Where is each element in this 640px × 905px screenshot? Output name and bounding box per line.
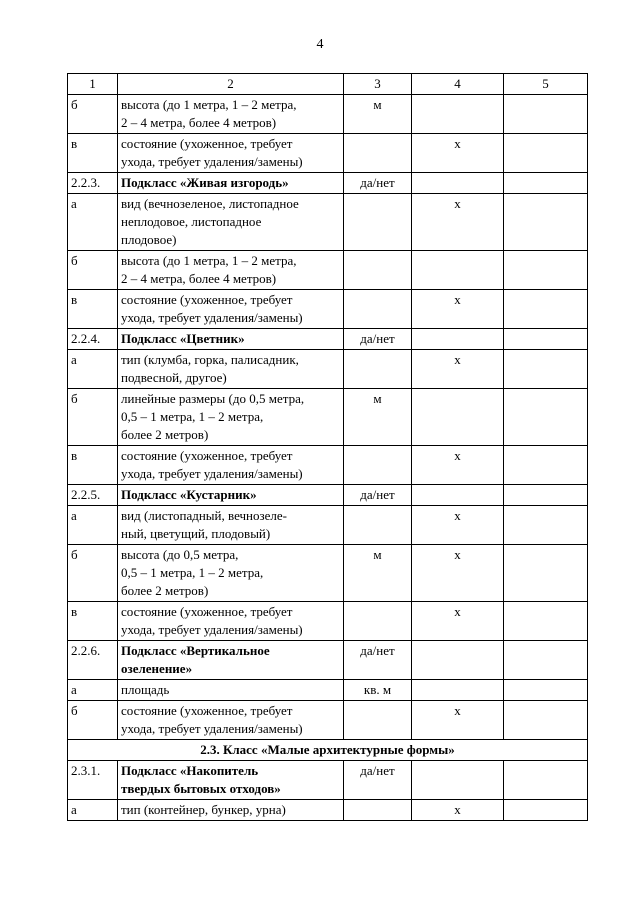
- row-number-cell: в: [68, 290, 118, 329]
- marker-cell: [412, 761, 504, 800]
- table-header-row: [68, 74, 588, 95]
- extra-cell: [504, 389, 588, 446]
- extra-cell: [504, 701, 588, 740]
- description-cell: состояние (ухоженное, требует ухода, требует удаления/замены): [118, 602, 344, 641]
- row-number-cell: а: [68, 680, 118, 701]
- description-cell: состояние (ухоженное, требует ухода, требует удаления/замены): [118, 134, 344, 173]
- marker-cell: [412, 173, 504, 194]
- row-number-cell: б: [68, 95, 118, 134]
- extra-cell: [504, 506, 588, 545]
- row-number-cell: 2.2.5.: [68, 485, 118, 506]
- unit-cell: м: [344, 545, 412, 602]
- row-number-cell: 2.2.4.: [68, 329, 118, 350]
- description-cell: Подкласс «Живая изгородь»: [118, 173, 344, 194]
- extra-cell: [504, 251, 588, 290]
- extra-cell: [504, 95, 588, 134]
- marker-cell: х: [412, 800, 504, 821]
- marker-cell: [412, 95, 504, 134]
- row-number-cell: 2.3.1.: [68, 761, 118, 800]
- marker-cell: [412, 389, 504, 446]
- marker-cell: х: [412, 194, 504, 251]
- subclass-row: [68, 761, 588, 800]
- table-row: [68, 194, 588, 251]
- description-cell: Подкласс «Накопитель твердых бытовых отходов»: [118, 761, 344, 800]
- unit-cell: [344, 134, 412, 173]
- description-cell: тип (клумба, горка, палисадник, подвесной, другое): [118, 350, 344, 389]
- table-row: [68, 506, 588, 545]
- marker-cell: [412, 485, 504, 506]
- unit-cell: [344, 701, 412, 740]
- unit-cell: [344, 290, 412, 329]
- extra-cell: [504, 641, 588, 680]
- row-number-cell: а: [68, 800, 118, 821]
- table-row: [68, 602, 588, 641]
- header-cell-4: 4: [412, 74, 504, 95]
- description-cell: Подкласс «Вертикальное озеленение»: [118, 641, 344, 680]
- extra-cell: [504, 485, 588, 506]
- description-cell: высота (до 0,5 метра, 0,5 – 1 метра, 1 – 2 метра, более 2 метров): [118, 545, 344, 602]
- subclass-row: [68, 173, 588, 194]
- unit-cell: да/нет: [344, 173, 412, 194]
- table-row: [68, 389, 588, 446]
- description-cell: площадь: [118, 680, 344, 701]
- unit-cell: [344, 251, 412, 290]
- description-cell: высота (до 1 метра, 1 – 2 метра, 2 – 4 метра, более 4 метров): [118, 95, 344, 134]
- row-number-cell: в: [68, 134, 118, 173]
- description-cell: тип (контейнер, бункер, урна): [118, 800, 344, 821]
- marker-cell: х: [412, 134, 504, 173]
- extra-cell: [504, 290, 588, 329]
- row-number-cell: в: [68, 446, 118, 485]
- row-number-cell: а: [68, 350, 118, 389]
- section-row: [68, 740, 588, 761]
- table-row: [68, 701, 588, 740]
- unit-cell: да/нет: [344, 641, 412, 680]
- header-cell-1: 1: [68, 74, 118, 95]
- subclass-row: [68, 485, 588, 506]
- description-cell: вид (вечнозеленое, листопадное неплодовое, листопадное плодовое): [118, 194, 344, 251]
- extra-cell: [504, 602, 588, 641]
- row-number-cell: в: [68, 602, 118, 641]
- extra-cell: [504, 194, 588, 251]
- row-number-cell: 2.2.6.: [68, 641, 118, 680]
- unit-cell: [344, 446, 412, 485]
- description-cell: Подкласс «Кустарник»: [118, 485, 344, 506]
- extra-cell: [504, 545, 588, 602]
- row-number-cell: б: [68, 251, 118, 290]
- subclass-row: [68, 329, 588, 350]
- marker-cell: [412, 251, 504, 290]
- description-cell: линейные размеры (до 0,5 метра, 0,5 – 1 метра, 1 – 2 метра, более 2 метров): [118, 389, 344, 446]
- table-row: [68, 446, 588, 485]
- extra-cell: [504, 173, 588, 194]
- extra-cell: [504, 446, 588, 485]
- unit-cell: м: [344, 389, 412, 446]
- marker-cell: х: [412, 545, 504, 602]
- unit-cell: [344, 194, 412, 251]
- table-row: [68, 290, 588, 329]
- extra-cell: [504, 800, 588, 821]
- table-row: [68, 680, 588, 701]
- row-number-cell: а: [68, 194, 118, 251]
- extra-cell: [504, 134, 588, 173]
- unit-cell: [344, 800, 412, 821]
- unit-cell: [344, 506, 412, 545]
- unit-cell: м: [344, 95, 412, 134]
- description-cell: состояние (ухоженное, требует ухода, требует удаления/замены): [118, 701, 344, 740]
- marker-cell: х: [412, 446, 504, 485]
- description-cell: вид (листопадный, вечнозеле- ный, цветущий, плодовый): [118, 506, 344, 545]
- unit-cell: да/нет: [344, 329, 412, 350]
- table-row: [68, 251, 588, 290]
- attributes-table: [67, 73, 588, 821]
- row-number-cell: а: [68, 506, 118, 545]
- description-cell: состояние (ухоженное, требует ухода, требует удаления/замены): [118, 290, 344, 329]
- extra-cell: [504, 329, 588, 350]
- subclass-row: [68, 641, 588, 680]
- header-cell-3: 3: [344, 74, 412, 95]
- unit-cell: да/нет: [344, 485, 412, 506]
- table-row: [68, 350, 588, 389]
- unit-cell: [344, 350, 412, 389]
- table-row: [68, 800, 588, 821]
- row-number-cell: б: [68, 701, 118, 740]
- unit-cell: [344, 602, 412, 641]
- marker-cell: х: [412, 602, 504, 641]
- marker-cell: [412, 641, 504, 680]
- extra-cell: [504, 350, 588, 389]
- extra-cell: [504, 761, 588, 800]
- description-cell: Подкласс «Цветник»: [118, 329, 344, 350]
- page-number: 4: [316, 37, 324, 52]
- unit-cell: кв. м: [344, 680, 412, 701]
- row-number-cell: б: [68, 545, 118, 602]
- section-title: 2.3. Класс «Малые архитектурные формы»: [68, 740, 588, 761]
- marker-cell: х: [412, 290, 504, 329]
- row-number-cell: 2.2.3.: [68, 173, 118, 194]
- description-cell: высота (до 1 метра, 1 – 2 метра, 2 – 4 метра, более 4 метров): [118, 251, 344, 290]
- extra-cell: [504, 680, 588, 701]
- table-row: [68, 95, 588, 134]
- marker-cell: х: [412, 701, 504, 740]
- header-cell-5: 5: [504, 74, 588, 95]
- header-cell-2: 2: [118, 74, 344, 95]
- marker-cell: х: [412, 506, 504, 545]
- description-cell: состояние (ухоженное, требует ухода, требует удаления/замены): [118, 446, 344, 485]
- unit-cell: да/нет: [344, 761, 412, 800]
- table-row: [68, 134, 588, 173]
- marker-cell: [412, 680, 504, 701]
- table-row: [68, 545, 588, 602]
- row-number-cell: б: [68, 389, 118, 446]
- marker-cell: х: [412, 350, 504, 389]
- marker-cell: [412, 329, 504, 350]
